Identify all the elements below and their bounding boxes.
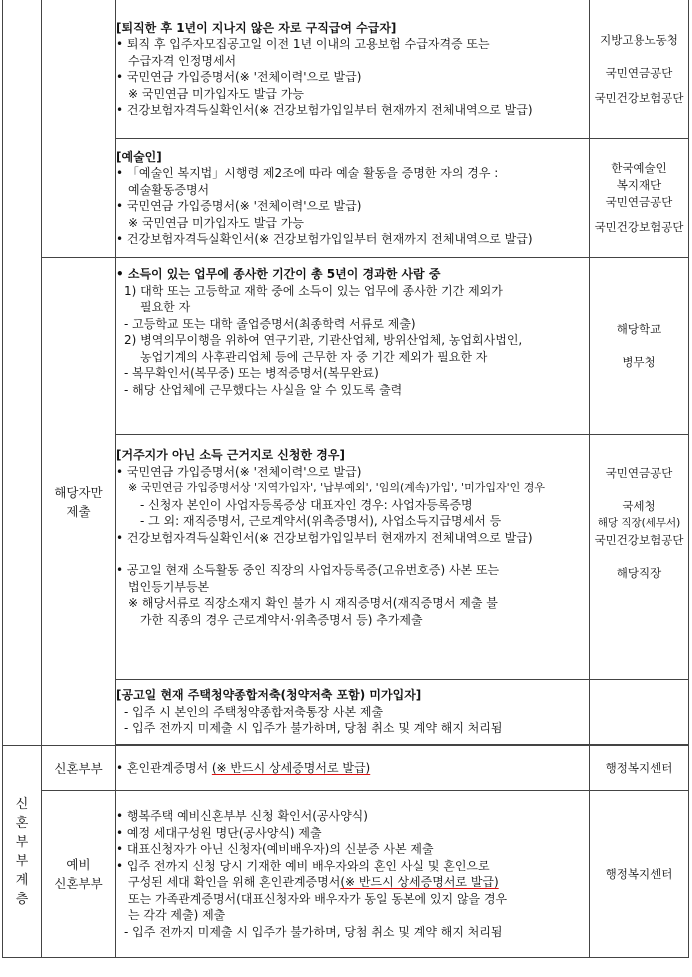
group-char: 신 (15, 796, 29, 812)
savings-title: [공고일 현재 주택청약종합저축(청약저축 포함) 미가입자] (116, 688, 422, 703)
artist-line: • 건강보험자격득실확인서(※ 건강보험가입일부터 현재까지 전체내역으로 발급) (116, 232, 533, 246)
org-label: 국민연금공단 (605, 466, 673, 480)
savings-content (116, 680, 590, 745)
artist-title: [예술인] (116, 149, 162, 164)
prospective-org: 행정복지센터 (590, 791, 689, 958)
artist-note: ※ 국민연금 미가입자도 발급 가능 (128, 215, 305, 230)
org-label: 국민건강보험공단 (594, 90, 684, 105)
savings-line: - 입주 시 본인의 주택청약종합저축통장 사본 제출 (124, 704, 384, 719)
retired-line: • 국민연금 가입증명서(※ '전체이력'으로 발급) (116, 70, 362, 84)
residence-line: - 그 외: 재직증명서, 근로계약서(위촉증명서), 사업소득지급명세서 등 (140, 514, 502, 528)
org-label: 국민연금공단 (605, 195, 673, 209)
income-orgs (590, 258, 689, 435)
category-only-applicable (42, 258, 116, 746)
org-label: 한국예술인 (611, 161, 667, 175)
residence-line: • 공고일 현재 소득활동 중인 직장의 사업자등록증(고유번호증) 사본 또는 (116, 563, 500, 577)
income-line: 2) 병역의무이행을 위하여 연구기관, 기관산업체, 방위산업체, 농업회사법인, (124, 333, 523, 347)
income-line: 1) 대학 또는 고등학교 재학 중에 소득이 있는 업무에 종사한 기간 제외가 (124, 283, 503, 298)
income-line: - 복무확인서(복무중) 또는 병적증명서(복무완료) (124, 366, 379, 380)
newlywed-org: 행정복지센터 (590, 746, 689, 791)
residence-note: ※ 국민연금 가입증명서상 '지역가입자', '납부예외', '임의(계속)가입', '미가입자'인 경우 (128, 481, 545, 494)
artist-orgs (590, 139, 689, 258)
category-label: 제출 (66, 503, 91, 519)
newlywed-content (116, 746, 590, 791)
retired-line: • 건강보험자격득실확인서(※ 건강보험가입일부터 현재까지 전체내역으로 발급) (116, 103, 533, 117)
prospective-line: • 대표신청자가 아닌 신청자(예비배우자)의 신분증 사본 제출 (116, 842, 434, 856)
prospective-content (116, 791, 590, 958)
org-label: 해당 직장(세무서) (597, 517, 681, 529)
retired-line: • 퇴직 후 입주자모집공고일 이전 1년 이내의 고용보험 수급자격증 또는 (116, 37, 490, 51)
org-label: 국민건강보험공단 (594, 220, 684, 234)
row-retired (3, 0, 689, 139)
savings-org-empty (590, 680, 689, 745)
income-line: - 해당 산업체에 근무했다는 사실을 알 수 있도록 출력 (124, 382, 403, 397)
prospective-line: 또는 가족관계증명서(대표신청자와 배우자가 동일 동본에 있지 않을 경우 (128, 891, 508, 906)
prospective-line: • 예정 세대구성원 명단(공사양식) 제출 (116, 825, 322, 840)
prospective-line (116, 874, 589, 891)
residence-title: [거주지가 아닌 소득 근거지로 신청한 경우] (116, 448, 345, 462)
group-newlywed (3, 746, 42, 958)
residence-line: 가한 직종의 경우 근로계약서·위촉증명서 등) 추가제출 (140, 612, 423, 627)
category-prospective (42, 791, 116, 958)
org-label: 국민건강보험공단 (594, 533, 684, 547)
income-title: • 소득이 있는 업무에 종사한 기간이 총 5년이 경과한 사람 중 (116, 267, 441, 281)
newlywed-line-text: • 혼인관계증명서 (116, 760, 212, 775)
retired-content (116, 0, 590, 139)
left-empty-cell (3, 0, 42, 746)
artist-content (116, 139, 590, 258)
group-char: 층 (15, 891, 29, 907)
prospective-line: • 입주 전까지 신청 당시 기재한 예비 배우자와의 혼인 사실 및 혼인으로 (116, 858, 490, 873)
income-line: - 고등학교 또는 대학 졸업증명서(최종학력 서류로 제출) (124, 316, 416, 331)
group-char: 혼 (15, 815, 29, 831)
group-char: 계 (15, 872, 29, 888)
row-prospective (3, 791, 689, 958)
prospective-line-text: 구성된 세대 확인을 위해 혼인관계증명서 (128, 875, 341, 889)
category-newlywed: 신혼부부 (42, 746, 116, 791)
prospective-line-note: (※ 반드시 상세증명서로 발급) (340, 875, 499, 889)
retired-note: ※ 국민연금 미가입자도 발급 가능 (128, 86, 305, 101)
residence-line: • 국민연금 가입증명서(※ '전체이력'으로 발급) (116, 464, 362, 479)
org-label: 복지재단 (616, 178, 662, 192)
artist-line: 예술활동증명서 (128, 182, 210, 197)
newlywed-line (116, 760, 589, 777)
org-label: 지방고용노동청 (600, 32, 678, 47)
residence-line: 법인등기부등본 (128, 579, 210, 594)
income-line: 필요한 자 (140, 300, 191, 314)
org-label: 해당직장 (616, 566, 662, 580)
retired-line: 수급자격 인정명세서 (128, 53, 237, 68)
artist-line: • 국민연금 가입증명서(※ '전체이력'으로 발급) (116, 199, 362, 213)
income-content (116, 258, 590, 435)
residence-line: - 신청자 본인이 사업자등록증상 대표자인 경우: 사업자등록증명 (140, 497, 473, 512)
residence-content (116, 435, 590, 680)
prospective-line: • 행복주택 예비신혼부부 신청 확인서(공사양식) (116, 809, 368, 823)
artist-line: • 「예술인 복지법」시행령 제2조에 따라 예술 활동을 증명한 자의 경우 : (116, 166, 499, 180)
category-label: 예비 (66, 857, 91, 872)
group-char: 부 (15, 853, 29, 869)
row-income (3, 258, 689, 435)
row-newlywed (3, 746, 689, 791)
category-label: 신혼부부 (54, 876, 103, 891)
savings-line: - 입주 전까지 미제출 시 입주가 불가하며, 당첨 취소 및 계약 해지 처리됨 (124, 721, 503, 736)
income-line: 농업기계의 사후관리업체 등에 근무한 자 중 기간 제외가 필요한 자 (140, 349, 488, 364)
category-empty-cell (42, 0, 116, 258)
retired-title: [퇴직한 후 1년이 지나지 않은 자로 구직급여 수급자] (116, 20, 397, 35)
retired-orgs (590, 0, 689, 139)
org-label: 국민연금공단 (605, 65, 673, 80)
prospective-line: 는 각각 제출) 제출 (128, 908, 226, 922)
residence-orgs (590, 435, 689, 680)
required-documents-table (2, 0, 689, 958)
org-label: 병무청 (622, 355, 656, 369)
residence-line: • 건강보험자격득실확인서(※ 건강보험가입일부터 현재까지 전체내역으로 발급) (116, 530, 533, 545)
group-char: 부 (15, 834, 29, 850)
prospective-line: - 입주 전까지 미제출 시 입주가 불가하며, 당첨 취소 및 계약 해지 처리됨 (124, 924, 503, 939)
residence-note: ※ 해당서류로 직장소재지 확인 불가 시 재직증명서(재직증명서 제출 불 (128, 596, 498, 610)
newlywed-line-note: (※ 반드시 상세증명서로 발급) (211, 760, 371, 775)
org-label: 해당학교 (616, 322, 662, 336)
org-label: 국세청 (622, 499, 656, 513)
category-label: 해당자만 (54, 484, 103, 500)
